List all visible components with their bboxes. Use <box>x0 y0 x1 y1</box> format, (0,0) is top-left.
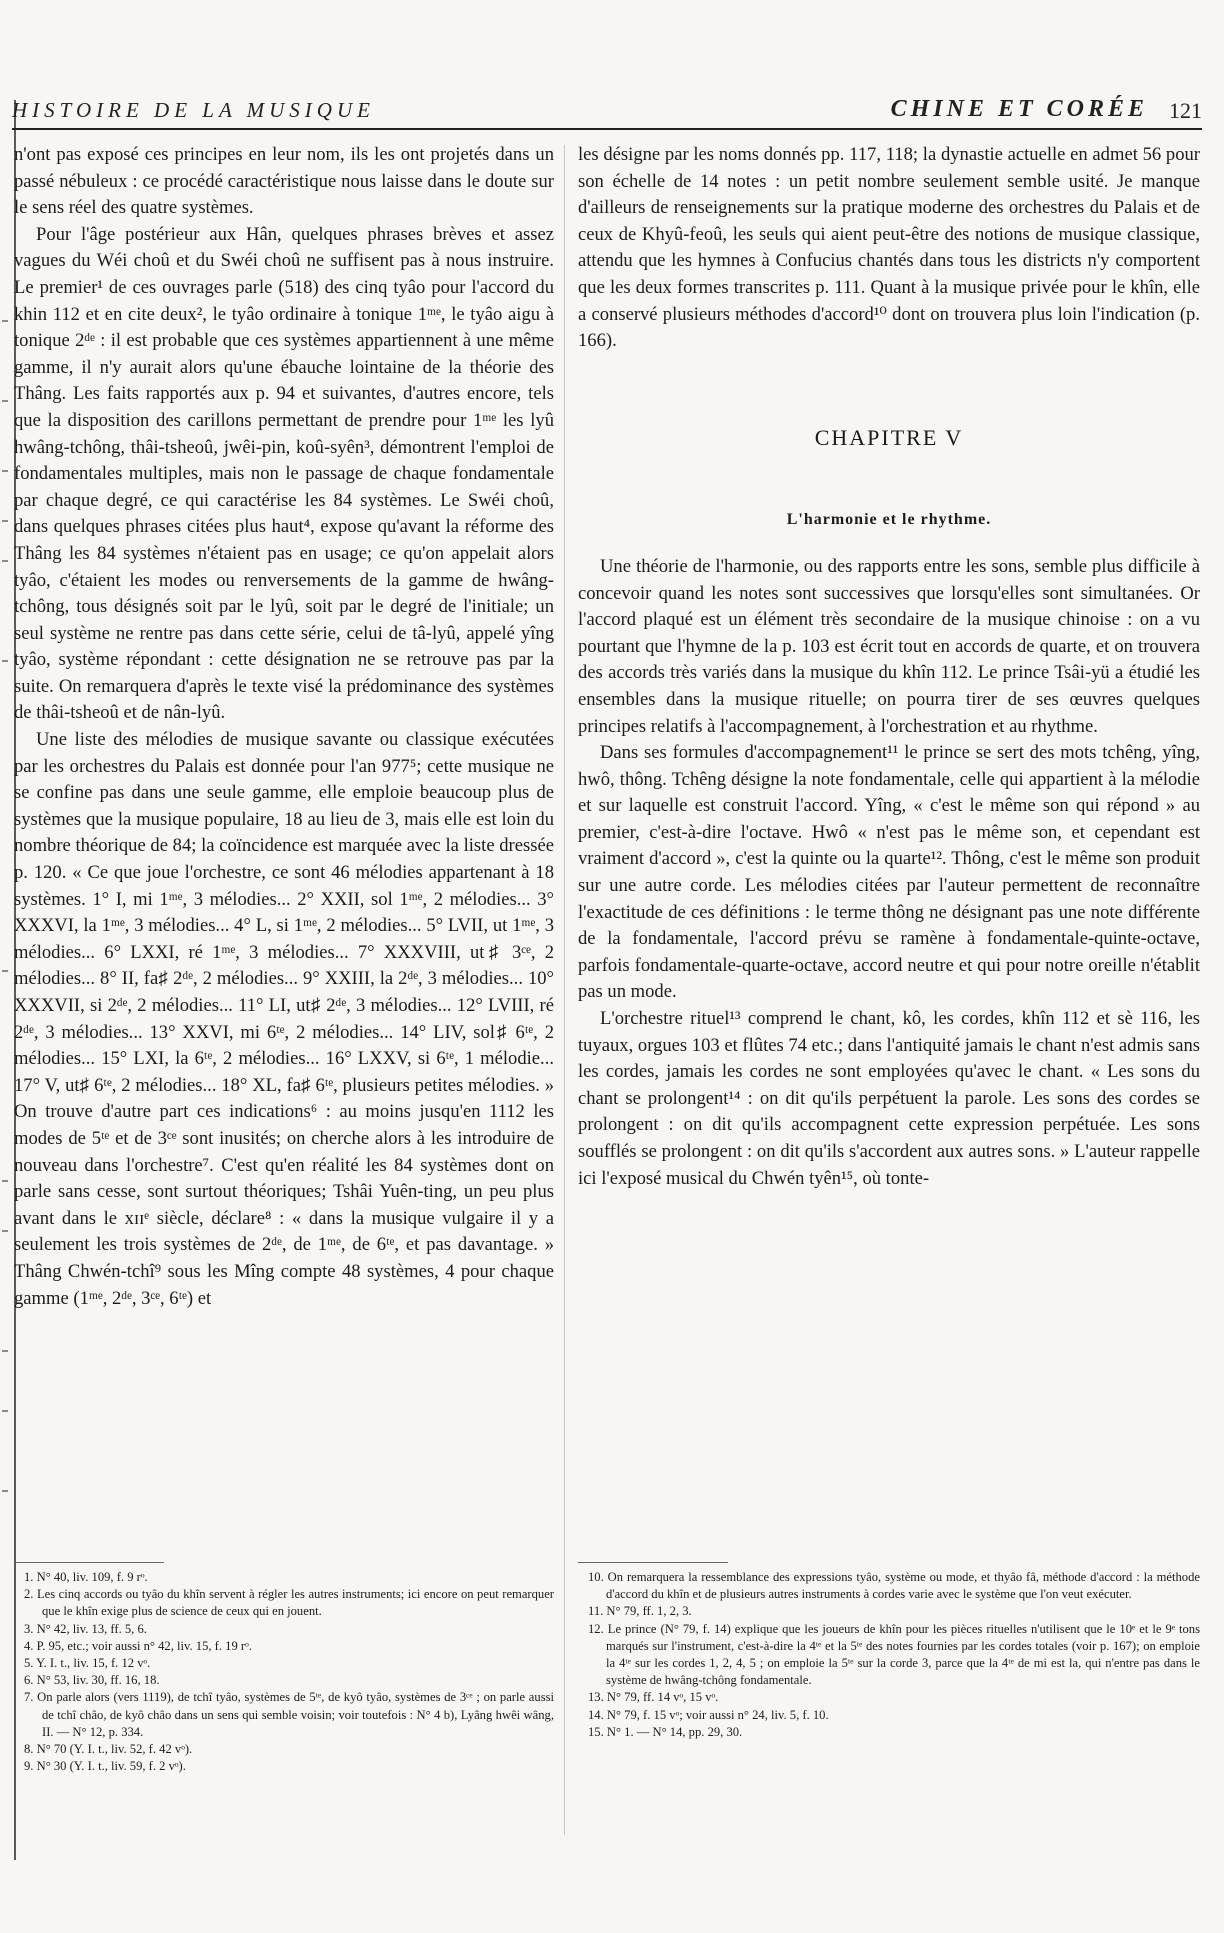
footnote: 9. N° 30 (Y. I. t., liv. 59, f. 2 vᵒ). <box>24 1759 186 1774</box>
footnote: 8. N° 70 (Y. I. t., liv. 52, f. 42 vᵒ). <box>24 1742 193 1757</box>
section-heading: L'harmonie et le rhythme. <box>786 511 992 529</box>
paragraph: L'orchestre rituel¹³ comprend le chant, kô, les cordes, khîn 112 et sè 116, les tuyaux, orgues 103 et flûtes 74 etc.; dans l'antiquité jamais le chant n'est admis sans les cordes, jamais les cordes ne sont employées qu'avec le chant. « Les sons du chant se prolongent¹⁴ : on dit qu'ils perpétuent la parole. Les sons des cordes se prolongent : on dit qu'ils accompagnent cette expression perpétuée. Les sons soufflés se prolongent : on dit qu'ils s'accordent aux autres sons. » L'auteur rappelle ici l'exposé musical du Chwén tyên¹⁵, où tonte- <box>578 1008 1200 1189</box>
footnote: 11. N° 79, ff. 1, 2, 3. <box>588 1604 692 1619</box>
footnote: 10. On remarquera la ressemblance des expressions tyâo, système ou mode, et thyâo fâ, méthode d'accord : la méthode d'accord du khîn et de plusieurs autres instruments à cordes varie avec le système que l'on veut exécuter. <box>588 1570 1200 1602</box>
footnote: 12. Le prince (N° 79, f. 14) explique que les joueurs de khîn pour les pièces rituelles n'utilisent que le 10ᵉ et le 9ᵉ tons marqués sur l'instrument, c'est-à-dire la 4ᵗᵉ et la 5ᵗᵉ des notes fournies par les cordes totales (voir p. 167); on emploie la 4ᵗᵉ sur les cordes 1, 2, 4, 5 ; on emploie la 5ᵗᵉ sur la corde 3, parce que la 4ᵗᵉ de mi est la, qui n'entre pas dans le système de hwâng-tchông fondamentale. <box>588 1621 1200 1688</box>
page-number: 121 <box>1169 98 1202 123</box>
gutter-marks <box>0 100 12 1860</box>
footnote: 3. N° 42, liv. 13, ff. 5, 6. <box>24 1621 147 1636</box>
paragraph: les désigne par les noms donnés pp. 117, 118; la dynastie actuelle en admet 56 pour son échelle de 14 notes : un petit nombre seulement semble usité. Je manque d'ailleurs de renseignements sur la pratique moderne des orchestres du Palais et de ceux de Khyû-feoû, les seuls qui aient peut-être des notions de musique classique, attendu que les hymnes à Confucius chantés dans tous les districts n'y comportent que les deux formes transcrites p. 111. Quant à la musique privée pour le khîn, elle a conservé plusieurs méthodes d'accord¹⁰ dont on trouvera plus loin l'indication (p. 166). <box>578 144 1200 352</box>
footnote: 13. N° 79, ff. 14 vᵒ, 15 vᵒ. <box>588 1690 719 1705</box>
footnotes-left <box>14 1562 554 1775</box>
right-column <box>578 142 1200 1192</box>
footnote: 7. On parle alors (vers 1119), de tchî tyâo, systèmes de 5ᵗᵉ, de kyô tyâo, systèmes de 3ᶜᵉ ; on parle aussi de tchî châo, de kyô châo dans un sens qui semble voisin; voir toutefois : N° 4 b), Lyâng hwêi wâng, II. — N° 12, p. 334. <box>24 1690 554 1739</box>
footnote-rule <box>578 1562 728 1563</box>
footnote: 15. N° 1. — N° 14, pp. 29, 30. <box>588 1724 743 1739</box>
footnote: 14. N° 79, f. 15 vᵒ; voir aussi n° 24, liv. 5, f. 10. <box>588 1707 829 1722</box>
paragraph: Dans ses formules d'accompagnement¹¹ le prince se sert des mots tchêng, yîng, hwô, thông. Tchêng désigne la note fondamentale, celle qui appartient à la mélodie et sur laquelle est construit l'accord. Yîng, « c'est le même son qui répond » au premier, c'est-à-dire l'octave. Hwô « n'est pas le même son, et cependant est vraiment d'accord », c'est la quinte ou la quarte¹². Thông, c'est le même son produit sur une autre corde. Les mélodies citées par l'auteur permettent de reconnaître l'exactitude de ces définitions : le terme thông ne désignant pas une note différente de la fondamentale, l'accord prévu se ramène à fondamentale-quinte-octave, parfois fondamentale-quarte-octave, accord neutre et qui pour notre oreille n'établit pas un mode. <box>578 742 1200 1003</box>
running-header <box>12 96 1202 130</box>
paragraph: Pour l'âge postérieur aux Hân, quelques phrases brèves et assez vagues du Wéi choû et du Swéi choû ne suffisent pas à nous instruire. Le premier¹ de ces ouvrages parle (518) des cinq tyâo pour l'accord du khin 112 et en cite deux², le tyâo ordinaire à tonique 1ᵐᵉ, le tyâo aigu à tonique 2ᵈᵉ : il est probable que ces systèmes appartiennent à une même gamme, il n'y aurait alors qu'une ébauche lointaine de la théorie des Thâng. Les faits rapportés aux p. 94 et suivantes, d'autres encore, tels que la disposition des carillons permettant de prendre pour 1ᵐᵉ les lyû hwâng-tchông, thâi-tsheoû, jwêi-pin, koû-syên³, démontrent l'emploi de fondamentales multiples, mais non le passage de chaque fondamentale par chaque degré, ce qui caractérise les 84 systèmes. Le Swéi choû, dans quelques phrases citées plus haut⁴, expose qu'avant la réforme des Thâng les 84 systèmes n'étaient pas en usage; ce qu'on appelait alors tyâo, c'étaient les modes ou renversements de la gamme de hwâng-tchông, tous désignés soit par le lyû, soit par le degré de l'initiale; un seul système ne rentre pas dans cette série, celui de tâ-lyû, appelé yîng tyâo, système répondant : cette désignation ne se retrouve pas par la suite. On remarquera d'après le texte visé la prédominance des systèmes de thâi-tsheoû et de nân-lyû. <box>14 223 554 724</box>
footnote-rule <box>14 1562 164 1563</box>
paragraph: n'ont pas exposé ces principes en leur nom, ils les ont projetés dans un passé nébuleux : ce procédé caractéristique nous laisse dans le doute sur le sens réel des quatre systèmes. <box>14 144 554 219</box>
paragraph: Une théorie de l'harmonie, ou des rapports entre les sons, semble plus difficile à concevoir quand les notes sont successives que lorsqu'elles sont simultanées. Or l'accord plaqué est un élément très secondaire de la musique chinoise : on a vu pourtant que l'hymne de la p. 103 est écrit tout en accords de quarte, et on trouvera des accords très variés dans la musique du khîn 112. Le prince Tsâi-yü a étudié les ensembles dans la musique rituelle; on pourra tirer de ses œuvres quelques principes relatifs à l'accompagnement, à l'orchestration et au rhythme. <box>578 555 1200 737</box>
footnote: 5. Y. I. t., liv. 15, f. 12 vᵒ. <box>24 1656 151 1671</box>
footnote: 2. Les cinq accords ou tyâo du khîn servent à régler les autres instruments; ici encore on peut remarquer que le khîn exige plus de science de ceux qui en jouent. <box>24 1587 554 1619</box>
column-divider <box>564 145 565 1835</box>
footnote: 4. P. 95, etc.; voir aussi n° 42, liv. 15, f. 19 rᵒ. <box>24 1638 252 1653</box>
paragraph: Une liste des mélodies de musique savante ou classique exécutées par les orchestres du Palais est donnée pour l'an 977⁵; cette musique ne se confine pas dans une seule gamme, elle emploie beaucoup plus de systèmes que la musique populaire, 18 au lieu de 3, mais elle est loin du nombre théorique de 84; la coïncidence est marquée avec la liste dressée p. 120. « Ce que joue l'orchestre, ce sont 46 mélodies appartenant à 18 systèmes. 1° I, mi 1ᵐᵉ, 3 mélodies... 2° XXII, sol 1ᵐᵉ, 2 mélodies... 3° XXXVI, la 1ᵐᵉ, 3 mélodies... 4° L, si 1ᵐᵉ, 2 mélodies... 5° LVII, ut 1ᵐᵉ, 3 mélodies... 6° LXXI, ré 1ᵐᵉ, 3 mélodies... 7° XXXVIII, ut♯ 3ᶜᵉ, 2 mélodies... 8° II, fa♯ 2ᵈᵉ, 2 mélodies... 9° XXIII, la 2ᵈᵉ, 3 mélodies... 10° XXXVII, si 2ᵈᵉ, 2 mélodies... 11° LI, ut♯ 2ᵈᵉ, 3 mélodies... 12° LVIII, ré 2ᵈᵉ, 3 mélodies... 13° XXVI, mi 6ᵗᵉ, 2 mélodies... 14° LIV, sol♯ 6ᵗᵉ, 2 mélodies... 15° LXI, la 6ᵗᵉ, 2 mélodies... 16° LXXV, si 6ᵗᵉ, 1 mélodie... 17° V, ut♯ 6ᵗᵉ, 2 mélodies... 18° XL, fa♯ 6ᵗᵉ, plusieurs petites mélodies. » On trouve d'autre part ces indications⁶ : au moins jusqu'en 1112 les modes de 5ᵗᵉ et de 3ᶜᵉ sont inusités; on cherche alors à les introduire de nouveau dans l'orchestre⁷. C'est qu'en réalité les 84 systèmes dont on parle sans cesse, sont surtout théoriques; Tshâi Yuên-ting, un peu plus avant dans le xɪɪᵉ siècle, déclare⁸ : « dans la musique vulgaire il y a seulement les trois systèmes de 2ᵈᵉ, de 1ᵐᵉ, de 6ᵗᵉ, et pas davantage. » Thâng Chwén-tchî⁹ sous les Mîng compte 48 systèmes, 4 pour chaque gamme (1ᵐᵉ, 2ᵈᵉ, 3ᶜᵉ, 6ᵗᵉ) et <box>14 729 554 1309</box>
left-column <box>14 142 554 1312</box>
footnote: 1. N° 40, liv. 109, f. 9 rᵒ. <box>24 1570 148 1584</box>
footnotes-right <box>578 1562 1200 1741</box>
running-header-left: HISTOIRE DE LA MUSIQUE <box>12 98 375 122</box>
chapter-heading: CHAPITRE V <box>814 424 964 450</box>
footnote: 6. N° 53, liv. 30, ff. 16, 18. <box>24 1673 160 1688</box>
running-header-right: CHINE ET CORÉE <box>890 96 1148 122</box>
